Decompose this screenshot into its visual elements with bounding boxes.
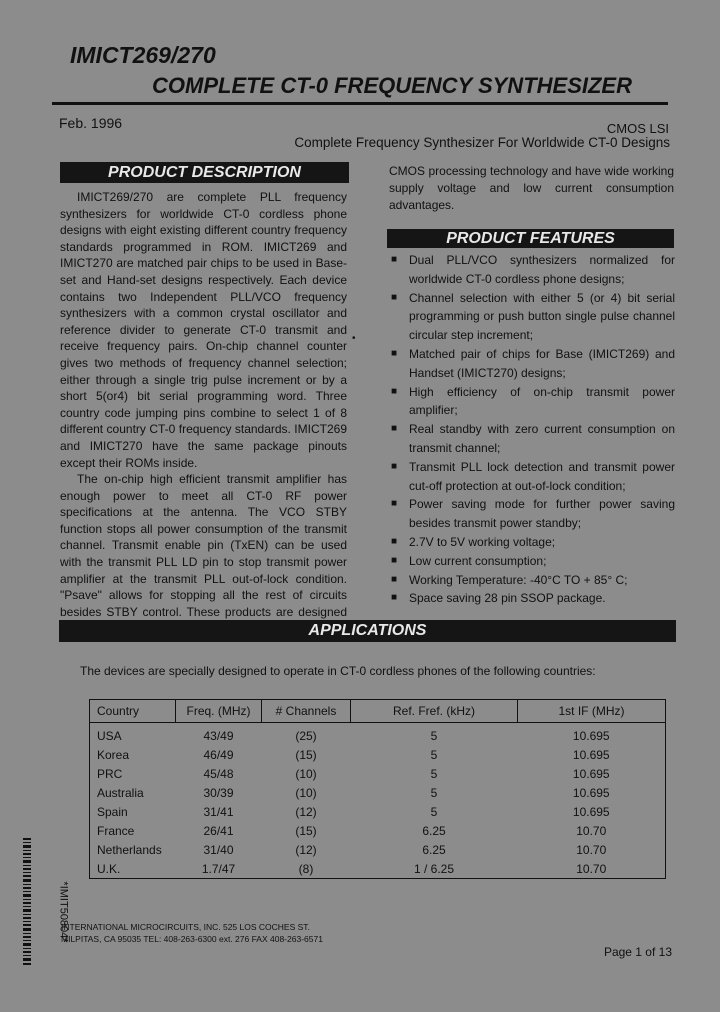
applications-intro: The devices are specially designed to operate in CT-0 cordless phones of the following countries: — [80, 664, 596, 678]
table-row: Korea 46/49 (15) 5 10.695 — [97, 747, 610, 762]
feature-item: ■ Transmit PLL lock detection and transmit power cut-off protection at out-of-lock condition; — [391, 459, 675, 493]
side-code: *IMIT50804* — [57, 881, 70, 943]
table-row: U.K. 1.7/47 (8) 1 / 6.25 10.70 — [97, 861, 607, 876]
footer-contact: MILPITAS, CA 95035 TEL: 408-263-6300 ext. 276 FAX 408-263-6571 — [61, 934, 323, 944]
bullet-icon: ■ — [391, 291, 398, 303]
process-label: CMOS LSI — [606, 121, 669, 136]
title-rule — [52, 102, 668, 105]
bullet-icon: ■ — [391, 573, 398, 585]
product-description-body — [60, 189, 347, 637]
footer-address: INTERNATIONAL MICROCIRCUITS, INC. 525 LOS COCHES ST. — [61, 922, 310, 932]
subtitle: Complete Frequency Synthesizer For Worldwide CT-0 Designs — [294, 135, 670, 150]
feature-item: ■ Power saving mode for further power saving besides transmit power standby; — [391, 497, 675, 531]
description-continuation: CMOS processing technology and have wide working supply voltage and low current consumption advantages. — [389, 164, 674, 212]
column-header: 1st IF (MHz) — [518, 700, 666, 723]
column-header: Freq. (MHz) — [176, 700, 262, 723]
description-paragraph-2: The on-chip high efficient transmit amplifier has enough power to meet all CT-0 RF power specifications at the antenna. The VCO STBY function stops all power consumption of the transmit channel. Transmit enable pin (TxEN) can be used with the transmit PLL LD pin to stop transmit power amplifier at the transmit PLL out-of-lock condition. "Psave" allows for stopping all the rest of circuits besides STBY control. These products are designed — [60, 472, 347, 619]
bullet-icon: ■ — [391, 460, 398, 472]
feature-item: ■ Space saving 28 pin SSOP package. — [389, 589, 675, 608]
column-header: Country — [90, 700, 176, 723]
bullet-icon: ■ — [391, 347, 398, 359]
product-description-heading: PRODUCT DESCRIPTION — [60, 162, 349, 183]
column-header: Ref. Fref. (kHz) — [351, 700, 518, 723]
product-features-heading: PRODUCT FEATURES — [387, 229, 674, 248]
feature-item: ■ Working Temperature: -40°C TO + 85° C; — [389, 571, 675, 590]
bullet-icon: ■ — [391, 554, 398, 566]
table-row: PRC 45/48 (10) 5 10.695 — [97, 766, 610, 781]
table-row: France 26/41 (15) 6.25 10.70 — [97, 823, 607, 838]
table-header-row — [90, 700, 666, 723]
feature-item: ■ Matched pair of chips for Base (IMICT269) and Handset (IMICT270) designs; — [391, 346, 675, 380]
date: Feb. 1996 — [59, 115, 123, 131]
country-frequency-table — [89, 699, 666, 879]
page-number: Page 1 of 13 — [603, 945, 672, 959]
description-paragraph-1: IMICT269/270 are complete PLL frequency synthesizers for worldwide CT-0 cordless phone designs with eight existing different country frequency standards programmed in ROM. IMICT269 and IMICT270 are matched pair chips to be used in Base-set and Hand-set designs respectively. Each device contains two Independent PLL/VCO frequency synthesizers with a common crystal oscillator and reference divider to generate CT-0 transmit and receive frequency pairs. On-chip channel counter gives two methods of frequency channel selection; either through a single trig pulse increment or by a short 5(or4) bit serial programming word. Three country code jumping pins combine to select 1 of 8 different country CT-0 frequency standards. IMICT269 and IMICT270 have the same package pinouts except their ROMs inside. — [60, 190, 347, 470]
part-number: IMICT269/270 — [70, 42, 216, 68]
table-row: Netherlands 31/40 (12) 6.25 10.70 — [97, 842, 607, 857]
feature-item: ■ Low current consumption; — [389, 552, 675, 571]
features-list — [389, 251, 675, 608]
bullet-icon: ■ — [391, 254, 398, 265]
feature-item: ■ Dual PLL/VCO synthesizers normalized for worldwide CT-0 cordless phone designs; — [391, 253, 675, 286]
bullet-icon: ■ — [391, 592, 398, 604]
table-row: Spain 31/41 (12) 5 10.695 — [97, 804, 610, 819]
feature-item: ■ High efficiency of on-chip transmit power amplifier; — [391, 384, 675, 418]
stray-mark: • — [352, 333, 356, 344]
applications-heading: APPLICATIONS — [59, 620, 676, 642]
page-title: COMPLETE CT-0 FREQUENCY SYNTHESIZER — [152, 73, 632, 98]
column-header: # Channels — [262, 700, 351, 723]
feature-item: ■ Channel selection with either 5 (or 4) bit serial programming or push button single pulse channel circular step increment; — [391, 290, 675, 343]
bullet-icon: ■ — [391, 423, 398, 435]
feature-item: ■ 2.7V to 5V working voltage; — [389, 533, 675, 552]
feature-item: ■ Real standby with zero current consumption on transmit channel; — [391, 422, 675, 455]
bullet-icon: ■ — [391, 498, 398, 510]
table-row: USA 43/49 (25) 5 10.695 — [97, 728, 610, 743]
bullet-icon: ■ — [391, 535, 398, 547]
barcode-icon — [23, 838, 43, 966]
table-row: Australia 30/39 (10) 5 10.695 — [97, 785, 610, 800]
bullet-icon: ■ — [391, 385, 398, 397]
